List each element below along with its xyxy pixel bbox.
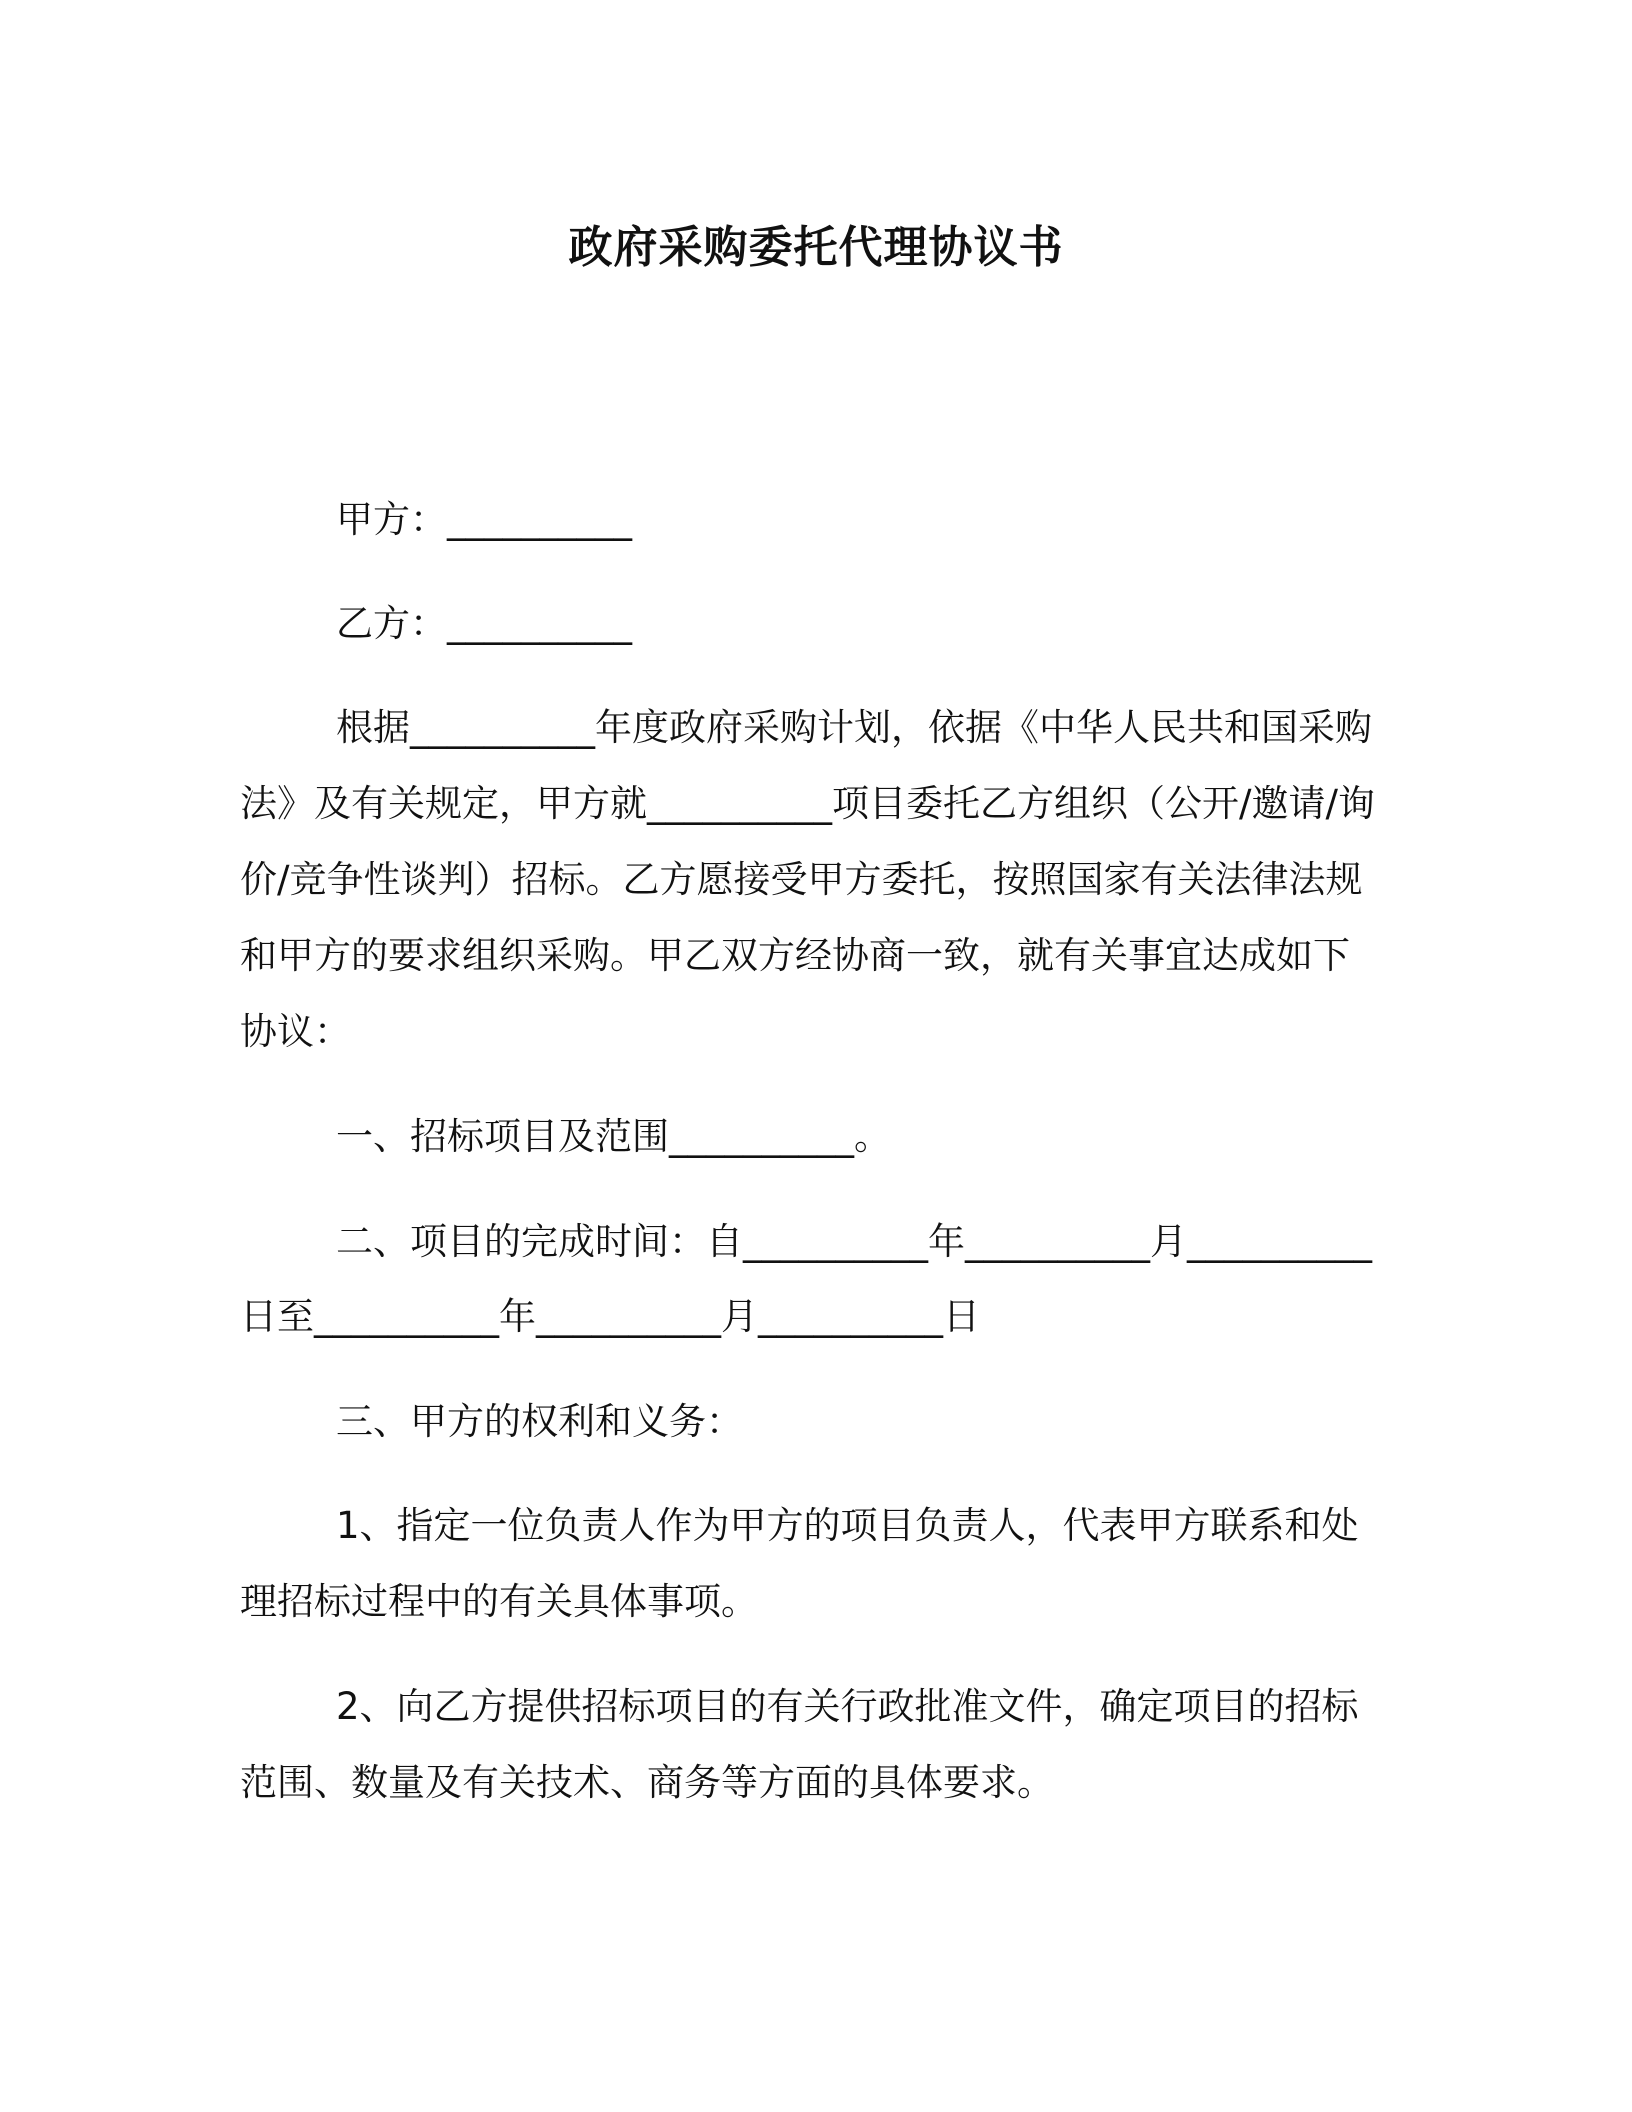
item-2-line: 范围、数量及有关技术、商务等方面的具体要求。 bbox=[240, 1761, 1054, 1804]
section-3-heading: 三、甲方的权利和义务： bbox=[336, 1400, 743, 1443]
preamble-line: 法》及有关规定，甲方就__________项目委托乙方组织（公开/邀请/询 bbox=[240, 782, 1375, 825]
item-1-line: 1、指定一位负责人作为甲方的项目负责人，代表甲方联系和处 bbox=[336, 1504, 1359, 1547]
preamble-line: 根据__________年度政府采购计划，依据《中华人民共和国采购 bbox=[336, 706, 1372, 749]
party-b-line: 乙方：__________ bbox=[336, 602, 632, 645]
section-1-heading: 一、招标项目及范围__________。 bbox=[336, 1115, 891, 1158]
section-2-line: 二、项目的完成时间：自__________年__________月__________ bbox=[336, 1220, 1372, 1263]
party-a-line: 甲方：__________ bbox=[336, 498, 632, 541]
preamble-line: 协议： bbox=[240, 1010, 351, 1053]
item-2-line: 2、向乙方提供招标项目的有关行政批准文件，确定项目的招标 bbox=[336, 1685, 1359, 1728]
section-2-line: 日至__________年__________月__________日 bbox=[240, 1295, 980, 1338]
preamble-line: 价/竞争性谈判）招标。乙方愿接受甲方委托，按照国家有关法律法规 bbox=[240, 858, 1363, 901]
preamble-line: 和甲方的要求组织采购。甲乙双方经协商一致，就有关事宜达成如下 bbox=[240, 934, 1350, 977]
item-1-line: 理招标过程中的有关具体事项。 bbox=[240, 1580, 758, 1623]
document-title: 政府采购委托代理协议书 bbox=[568, 222, 1064, 273]
